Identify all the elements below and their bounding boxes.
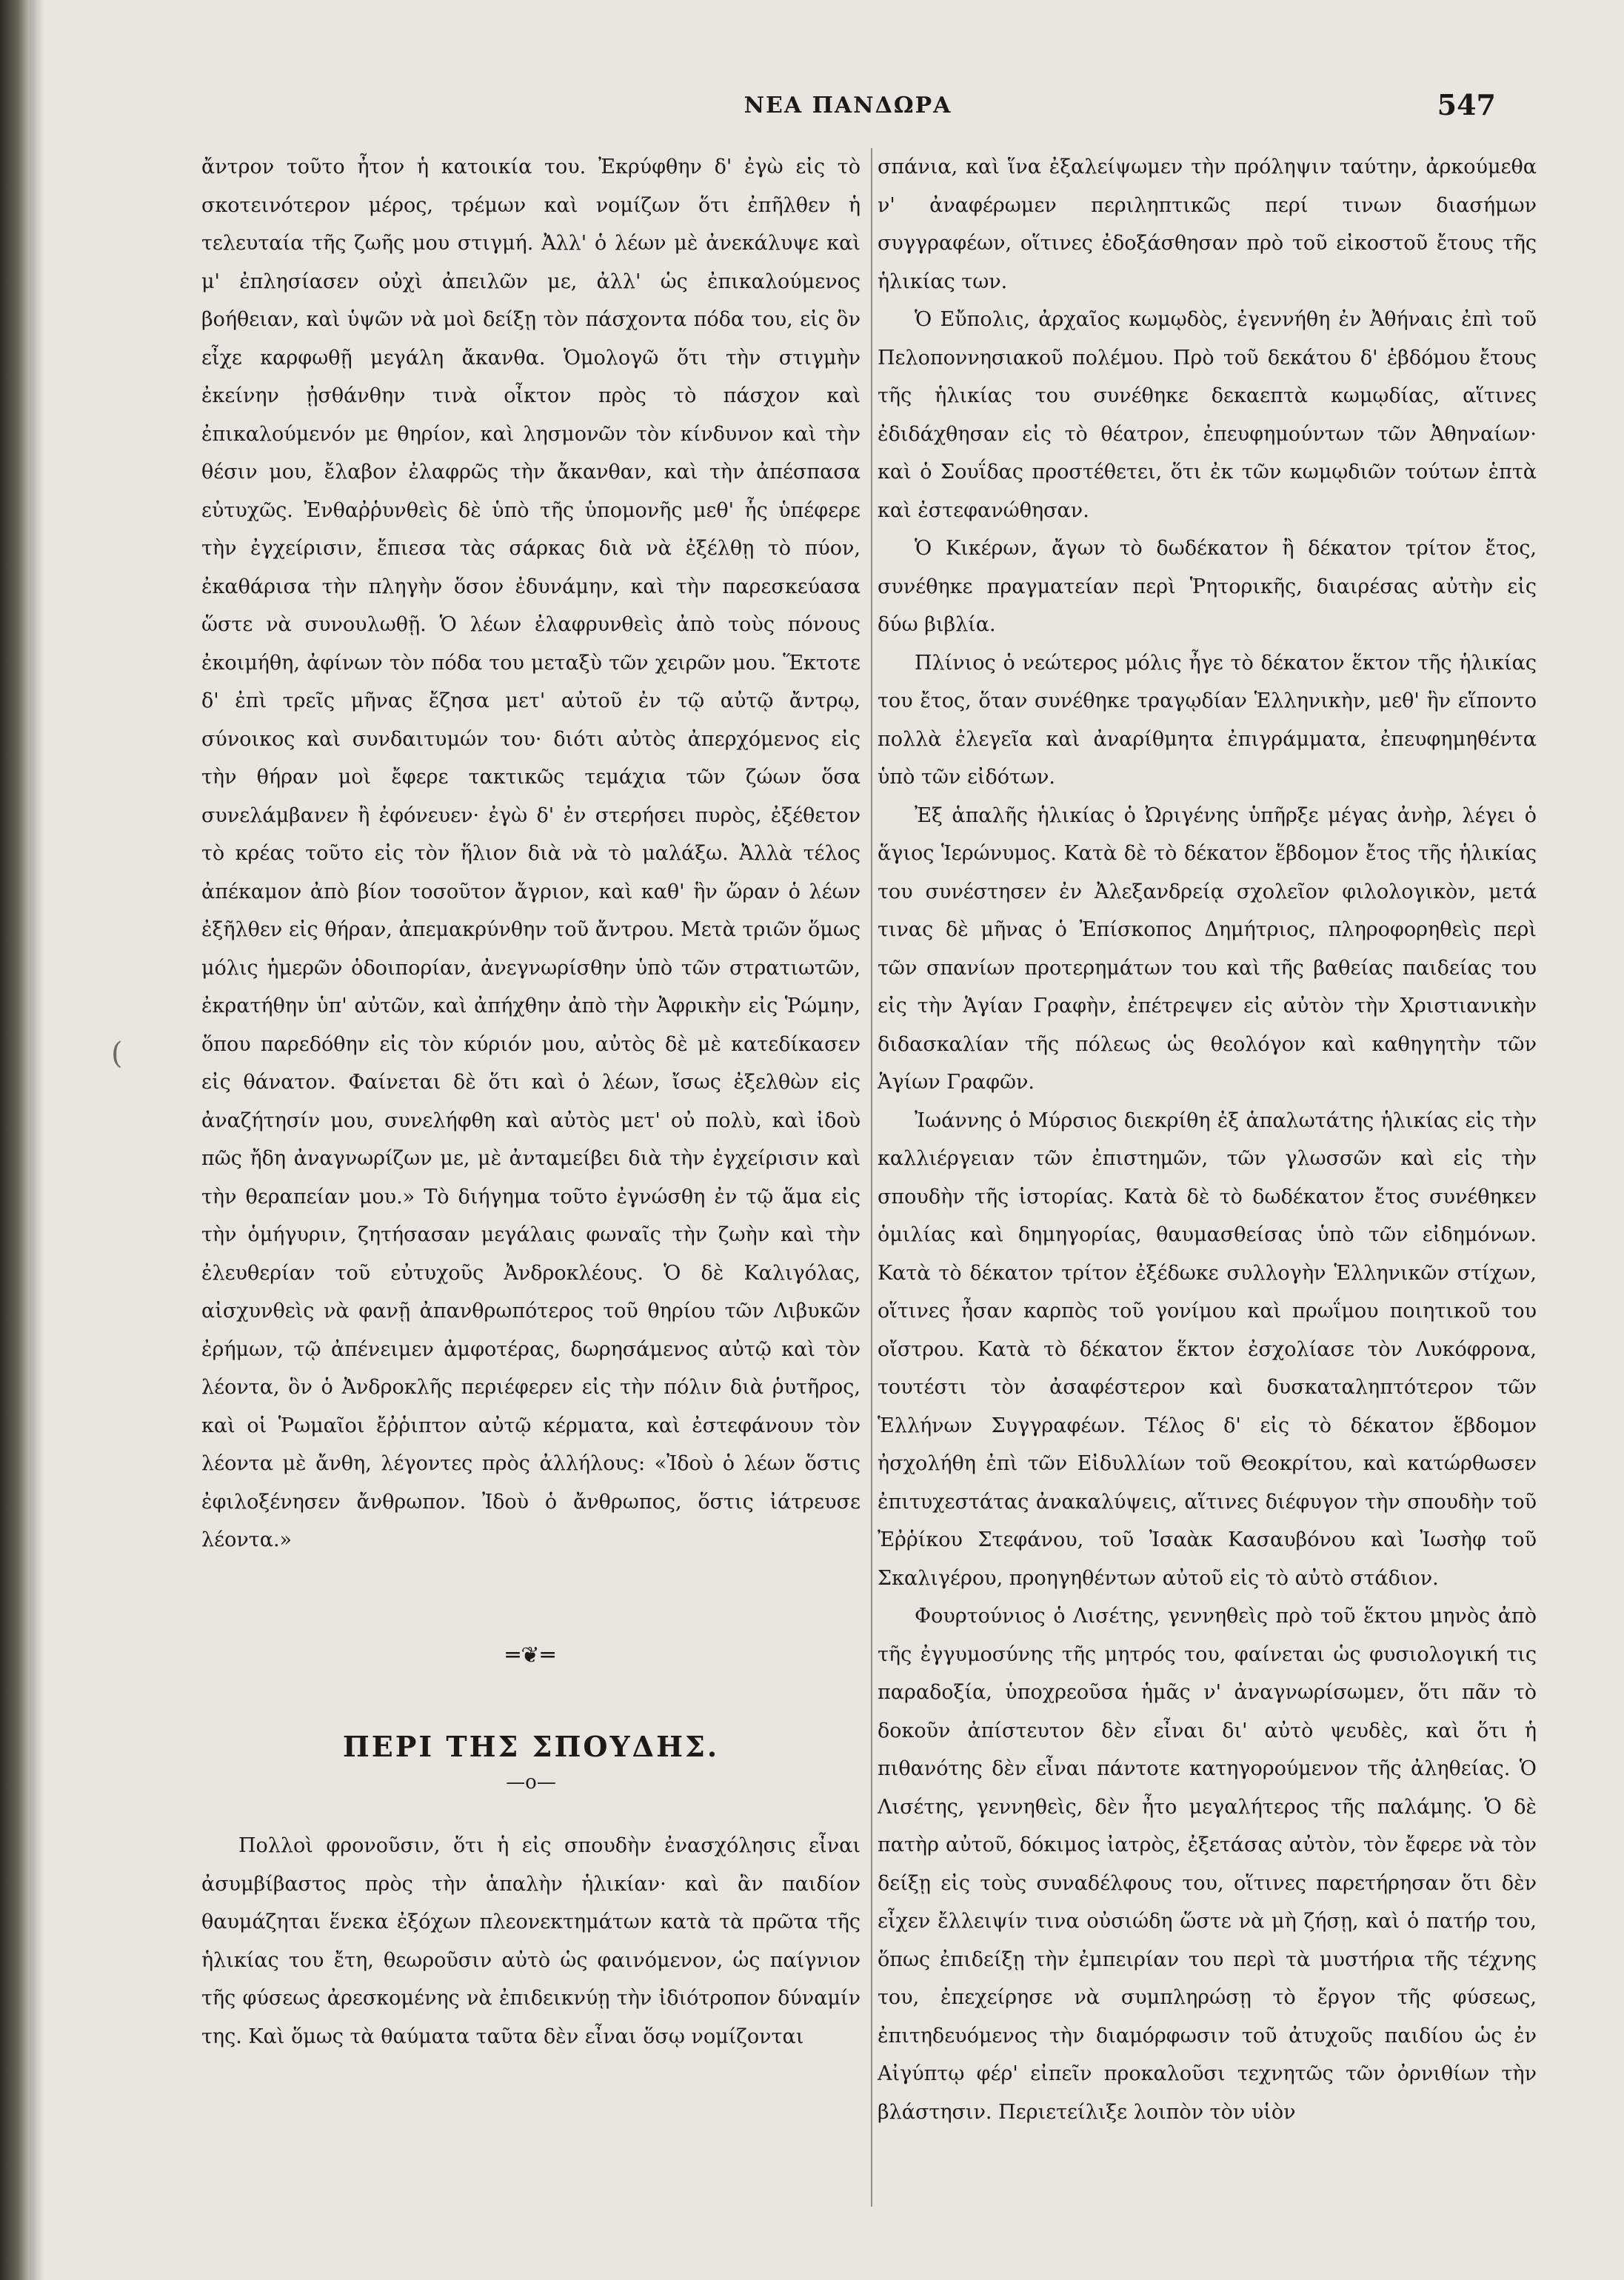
right-paragraph-1: σπάνια, καὶ ἵνα ἐξαλείψωμεν τὴν πρόληψιν ταύτην, ἀρκούμεθα ν' ἀναφέρωμεν περιληπτικῶς περί τινων διασήμων συγγραφέων, οἵτινες ἐδοξάσθησαν πρὸ τοῦ εἰκοστοῦ ἔτους τῆς ἡλικίας των.: [878, 156, 1537, 293]
book-gutter: [0, 0, 30, 2280]
right-paragraph-3: Ὁ Κικέρων, ἄγων τὸ δωδέκατον ἢ δέκατον τρίτον ἔτος, συνέθηκε πραγματείαν περὶ Ῥητορικῆς, διαιρέσας αὐτὴν εἰς δύω βιβλία.: [878, 537, 1537, 636]
page-header: [170, 88, 1526, 137]
margin-pencil-mark: (: [111, 1037, 123, 1071]
page-number: 547: [1437, 88, 1496, 121]
left-column: [201, 148, 861, 2056]
left-paragraph-2: Πολλοὶ φρονοῦσιν, ὅτι ἡ εἰς σπουδὴν ἐνασχόλησις εἶναι ἀσυμβίβαστος πρὸς τὴν ἁπαλὴν ἡλικίαν· καὶ ἂν παιδίον θαυμάζηται ἕνεκα ἐξόχων πλεονεκτημάτων κατὰ τὰ πρῶτα τῆς ἡλικίας του ἔτη, θεωροῦσιν αὐτὸ ὡς φαινόμενον, ὡς παίγνιον τῆς φύσεως ἀρεσκομένης νὰ ἐπιδεικνύῃ τὴν ἰδιότροπον δύναμίν της. Καὶ ὅμως τὰ θαύματα ταῦτα δὲν εἶναι ὅσῳ νομίζονται: [201, 1834, 861, 2048]
right-column: [878, 148, 1537, 2131]
right-paragraph-5: Ἐξ ἁπαλῆς ἡλικίας ὁ Ὠριγένης ὑπῆρξε μέγας ἀνὴρ, λέγει ὁ ἅγιος Ἱερώνυμος. Κατὰ δὲ τὸ δέκατον ἕβδομον ἔτος τῆς ἡλικίας του συνέστησεν ἐν Ἀλεξανδρείᾳ σχολεῖον φιλολογικὸν, μετά τινας δὲ μῆνας ὁ Ἐπίσκοπος Δημήτριος, πληροφορηθεὶς περὶ τῶν σπανίων προτερημάτων του καὶ τῆς βαθείας παιδείας του εἰς τὴν Ἁγίαν Γραφὴν, ἐπέτρεψεν εἰς αὐτὸν τὴν Χριστιανικὴν διδασκαλίαν τῆς πόλεως ὡς θεολόγον καὶ καθηγητὴν τῶν Ἁγίων Γραφῶν.: [878, 803, 1537, 1094]
right-paragraph-2: Ὁ Εὔπολις, ἀρχαῖος κωμῳδὸς, ἐγεννήθη ἐν Ἀθήναις ἐπὶ τοῦ Πελοποννησιακοῦ πολέμου. Πρὸ τοῦ δεκάτου δ' ἑβδόμου ἔτους τῆς ἡλικίας του συνέθηκε δεκαεπτὰ κωμῳδίας, αἵτινες ἐδιδάχθησαν εἰς τὸ θέατρον, ἐπευφημούντων τῶν Ἀθηναίων· καὶ ὁ Σουΐδας προστέθετει, ὅτι ἐκ τῶν κωμῳδιῶν τούτων ἑπτὰ καὶ ἐστεφανώθησαν.: [878, 308, 1537, 522]
right-paragraph-6: Ἰωάννης ὁ Μύρσιος διεκρίθη ἐξ ἁπαλωτάτης ἡλικίας εἰς τὴν καλλιέργειαν τῶν ἐπιστημῶν, τῶν γλωσσῶν καὶ εἰς τὴν σπουδὴν τῆς ἱστορίας. Κατὰ δὲ τὸ δωδέκατον ἔτος συνέθηκεν ὁμιλίας καὶ δημηγορίας, θαυμασθείσας ὑπὸ τῶν εἰδημόνων. Κατὰ τὸ δέκατον τρίτον ἐξέδωκε συλλογὴν Ἑλληνικῶν στίχων, οἵτινες ἦσαν καρπὸς τοῦ γονίμου καὶ πρωΐμου ποιητικοῦ του οἴστρου. Κατὰ τὸ δέκατον ἕκτον ἐσχολίασε τὸν Λυκόφρονα, τουτέστι τὸν ἀσαφέστερον καὶ δυσκαταληπτότερον τῶν Ἑλλήνων Συγγραφέων. Τέλος δ' εἰς τὸ δέκατον ἕβδομον ἠσχολήθη ἐπὶ τῶν Εἰδυλλίων τοῦ Θεοκρίτου, καὶ κατώρθωσεν ἐπιτυχεστάτας ἀνακαλύψεις, αἵτινες διέφυγον τὴν σπουδὴν τοῦ Ἐῤῥίκου Στεφάνου, τοῦ Ἰσαὰκ Κασαυβόνου καὶ Ἰωσὴφ τοῦ Σκαλιγέρου, προηγηθέντων αὐτοῦ εἰς τὸ αὐτὸ στάδιον.: [878, 1109, 1537, 1590]
running-head: ΝΕΑ ΠΑΝΔΩΡΑ: [744, 93, 952, 118]
right-paragraph-4: Πλίνιος ὁ νεώτερος μόλις ἦγε τὸ δέκατον ἕκτον τῆς ἡλικίας του ἔτος, ὅταν συνέθηκε τραγῳδίαν Ἑλληνικὴν, μεθ' ἣν εἵποντο πολλὰ ἐλεγεῖα καὶ ἀναρίθμητα ἐπιγράμματα, ἐπευφημηθέντα ὑπὸ τῶν εἰδότων.: [878, 651, 1537, 789]
gutter-shadow: [30, 0, 44, 2280]
section-title: ΠΕΡΙ ΤΗΣ ΣΠΟΥΔΗΣ.: [342, 1730, 720, 1763]
section-rule: —o—: [506, 1771, 556, 1793]
ornament-divider: ═❦═: [506, 1642, 556, 1668]
left-paragraph-1: ἄντρον τοῦτο ἦτον ἡ κατοικία του. Ἐκρύφθην δ' ἐγὼ εἰς τὸ σκοτεινότερον μέρος, τρέμων καὶ νομίζων ὅτι ἐπῆλθεν ἡ τελευταία τῆς ζωῆς μου στιγμή. Ἀλλ' ὁ λέων μὲ ἀνεκάλυψε καὶ μ' ἐπλησίασεν οὐχὶ ἀπειλῶν με, ἀλλ' ὡς ἐπικαλούμενος βοήθειαν, καὶ ὑψῶν νὰ μοὶ δείξῃ τὸν πάσχοντα πόδα του, εἰς ὃν εἶχε καρφωθῇ μεγάλη ἄκανθα. Ὁμολογῶ ὅτι τὴν στιγμὴν ἐκείνην ᾐσθάνθην τινὰ οἶκτον πρὸς τὸ πάσχον καὶ ἐπικαλούμενόν με θηρίον, καὶ λησμονῶν τὸν κίνδυνον καὶ τὴν θέσιν μου, ἔλαβον ἐλαφρῶς τὴν ἄκανθαν, καὶ τὴν ἀπέσπασα εὐτυχῶς. Ἐνθαῤῥυνθεὶς δὲ ὑπὸ τῆς ὑπομονῆς μεθ' ἧς ὑπέφερε τὴν ἐγχείρισιν, ἔπιεσα τὰς σάρκας διὰ νὰ ἐξέλθῃ τὸ πύον, ἐκαθάρισα τὴν πληγὴν ὅσον ἐδυνάμην, καὶ τὴν παρεσκεύασα ὥστε νὰ συνουλωθῇ. Ὁ λέων ἐλαφρυνθεὶς ἀπὸ τοὺς πόνους ἐκοιμήθη, ἀφίνων τὸν πόδα του μεταξὺ τῶν χειρῶν μου. Ἕκτοτε δ' ἐπὶ τρεῖς μῆνας ἔζησα μετ' αὐτοῦ ἐν τῷ αὐτῷ ἄντρῳ, σύνοικος καὶ συνδαιτυμών του· διότι αὐτὸς ἀπερχόμενος εἰς τὴν θήραν μοὶ ἔφερε τακτικῶς τεμάχια τῶν ζώων ὅσα συνελάμβανεν ἢ ἐφόνευεν· ἐγὼ δ' ἐν στερήσει πυρὸς, ἐξέθετον τὸ κρέας τοῦτο εἰς τὸν ἥλιον διὰ νὰ τὸ μαλάξω. Ἀλλὰ τέλος ἀπέκαμον ἀπὸ βίον τοσοῦτον ἄγριον, καὶ καθ' ἣν ὥραν ὁ λέων ἐξῆλθεν εἰς θήραν, ἀπεμακρύνθην τοῦ ἄντρου. Μετὰ τριῶν ὅμως μόλις ἡμερῶν ὁδοιπορίαν, ἀνεγνωρίσθην ὑπὸ τῶν στρατιωτῶν, ἐκρατήθην ὑπ' αὐτῶν, καὶ ἀπήχθην ἀπὸ τὴν Ἀφρικὴν εἰς Ῥώμην, ὅπου παρεδόθην εἰς τὸν κύριόν μου, αὐτὸς δὲ μὲ κατεδίκασεν εἰς θάνατον. Φαίνεται δὲ ὅτι καὶ ὁ λέων, ἴσως ἐξελθὼν εἰς ἀναζήτησίν μου, συνελήφθη καὶ αὐτὸς μετ' οὐ πολὺ, καὶ ἰδοὺ πῶς ἤδη ἀναγνωρίζων με, μὲ ἀνταμείβει διὰ τὴν ἐγχείρισιν καὶ τὴν θεραπείαν μου.» Τὸ διήγημα τοῦτο ἐγνώσθη ἐν τῷ ἅμα εἰς τὴν ὁμήγυριν, ζητήσασαν μεγάλαις φωναῖς τὴν ζωὴν καὶ τὴν ἐλευθερίαν τοῦ εὐτυχοῦς Ἀνδροκλέους. Ὁ δὲ Καλιγόλας, αἰσχυνθεὶς νὰ φανῇ ἀπανθρωπότερος τοῦ θηρίου τῶν Λιβυκῶν ἐρήμων, τῷ ἀπένειμεν ἀμφοτέρας, δωρησάμενος αὐτῷ καὶ τὸν λέοντα, ὃν ὁ Ἀνδροκλῆς περιέφερεν εἰς τὴν πόλιν διὰ ῥυτῆρος, καὶ οἱ Ῥωμαῖοι ἔῤῥιπτον αὐτῷ κέρματα, καὶ ἐστεφάνουν τὸν λέοντα μὲ ἄνθη, λέγοντες πρὸς ἀλλήλους: «Ἰδοὺ ὁ λέων ὅστις ἐφιλοξένησεν ἄνθρωπον. Ἰδοὺ ὁ ἄνθρωπος, ὅστις ἰάτρευσε λέοντα.»: [201, 156, 861, 1551]
column-divider: [871, 148, 872, 2207]
right-paragraph-7: Φουρτούνιος ὁ Λισέτης, γεννηθεὶς πρὸ τοῦ ἕκτου μηνὸς ἀπὸ τῆς ἐγγυμοσύνης τῆς μητρός του, φαίνεται ὡς φυσιολογική τις παραδοξία, ὑποχρεοῦσα ἡμᾶς ν' ἀναγνωρίσωμεν, ὅτι πᾶν τὸ δοκοῦν ἀπίστευτον δὲν εἶναι δι' αὐτὸ ψευδὲς, καὶ ὅτι ἡ πιθανότης δὲν εἶναι πάντοτε κατηγορούμενον τῆς ἀληθείας. Ὁ Λισέτης, γεννηθεὶς, δὲν ἦτο μεγαλήτερος τῆς παλάμης. Ὁ δὲ πατὴρ αὐτοῦ, δόκιμος ἰατρὸς, ἐξετάσας αὐτὸν, τὸν ἔφερε νὰ τὸν δείξῃ εἰς τοὺς συναδέλφους του, οἵτινες παρετήρησαν ὅτι δὲν εἶχεν ἔλλειψίν τινα οὐσιώδη ὥστε νὰ μὴ ζήσῃ, καὶ ὁ πατήρ του, ὅπως ἐπιδείξῃ τὴν ἐμπειρίαν του περὶ τὰ μυστήρια τῆς τέχνης του, ἐπεχείρησε νὰ συμπληρώσῃ τὸ ἔργον τῆς φύσεως, ἐπιτηδευόμενος τὴν διαμόρφωσιν τοῦ ἀτυχοῦς παιδίου ὡς ἐν Αἰγύπτῳ φέρ' εἰπεῖν προκαλοῦσι τεχνητῶς τῶν ὀρνιθίων τὴν βλάστησιν. Περιετείλιξε λοιπὸν τὸν υἱὸν: [878, 1605, 1537, 2124]
